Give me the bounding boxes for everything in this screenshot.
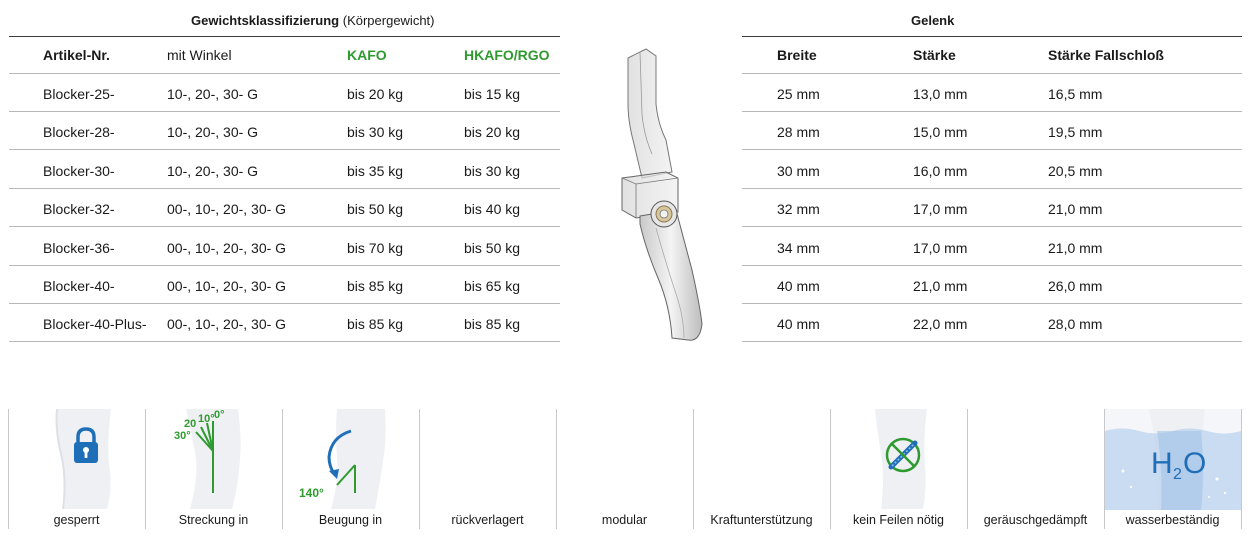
cell-kafo: bis 35 kg — [347, 163, 404, 179]
cell-angle: 00-, 10-, 20-, 30- G — [167, 316, 287, 332]
cell-width: 32 mm — [777, 201, 820, 217]
extension-angle-20: 20 — [184, 418, 197, 430]
cell-kafo: bis 20 kg — [347, 86, 404, 102]
header-drop-lock-thickness: Stärke Fallschloß — [1048, 47, 1164, 63]
icon-divider — [1241, 409, 1242, 529]
flexion-angle-label: 140° — [299, 486, 324, 500]
cell-hkafo: bis 15 kg — [464, 86, 521, 102]
cell-thickness: 17,0 mm — [913, 201, 968, 217]
cell-kafo: bis 85 kg — [347, 316, 404, 332]
cell-thickness: 21,0 mm — [913, 278, 968, 294]
cell-kafo: bis 30 kg — [347, 124, 404, 140]
table-rule — [9, 341, 560, 342]
extension-feature-icon — [146, 409, 282, 509]
cell-angle: 10-, 20-, 30- G — [167, 86, 259, 102]
table-rule — [9, 303, 560, 304]
table-rule — [9, 265, 560, 266]
cell-hkafo: bis 20 kg — [464, 124, 521, 140]
icon-divider — [967, 409, 968, 529]
cell-drop-lock: 21,0 mm — [1048, 201, 1103, 217]
cell-hkafo: bis 85 kg — [464, 316, 521, 332]
feature-label: Streckung in — [178, 513, 249, 527]
table-rule — [9, 111, 560, 112]
extension-angle-10: 10° — [198, 413, 215, 425]
cell-article: Blocker-36- — [43, 240, 115, 256]
table-rule — [742, 341, 1242, 342]
extension-angle-0: 0° — [214, 409, 225, 421]
cell-hkafo: bis 40 kg — [464, 201, 521, 217]
water-resistant-feature-icon — [1105, 409, 1241, 510]
cell-kafo: bis 85 kg — [347, 278, 404, 294]
weight-classification-title: Gewichtsklassifizierung (Körpergewicht) — [191, 13, 435, 28]
cell-thickness: 16,0 mm — [913, 163, 968, 179]
water-formula-o: O — [1183, 447, 1207, 480]
header-kafo: KAFO — [347, 47, 387, 63]
cell-width: 25 mm — [777, 86, 820, 102]
no-filing-feature-icon — [831, 409, 967, 509]
table-rule — [9, 188, 560, 189]
cell-kafo: bis 50 kg — [347, 201, 404, 217]
feature-label: gesperrt — [53, 513, 100, 527]
cell-width: 40 mm — [777, 278, 820, 294]
table-rule — [9, 149, 560, 150]
cell-angle: 00-, 10-, 20-, 30- G — [167, 240, 287, 256]
cell-thickness: 15,0 mm — [913, 124, 968, 140]
feature-label: Kraftunterstützung — [710, 513, 813, 527]
cell-angle: 00-, 10-, 20-, 30- G — [167, 278, 287, 294]
feature-label: modular — [601, 513, 648, 527]
cell-hkafo: bis 65 kg — [464, 278, 521, 294]
header-hkafo-rgo: HKAFO/RGO — [464, 47, 550, 63]
feature-label: geräuschgedämpft — [983, 513, 1088, 527]
feature-label: kein Feilen nötig — [852, 513, 945, 527]
table-rule — [742, 303, 1242, 304]
cell-drop-lock: 28,0 mm — [1048, 316, 1103, 332]
cell-angle: 10-, 20-, 30- G — [167, 124, 259, 140]
water-formula-h: H — [1151, 447, 1173, 480]
cell-angle: 00-, 10-, 20-, 30- G — [167, 201, 287, 217]
icon-divider — [556, 409, 557, 529]
cell-article: Blocker-32- — [43, 201, 115, 217]
table-rule — [742, 111, 1242, 112]
cell-article: Blocker-40- — [43, 278, 115, 294]
extension-angle-30: 30° — [174, 430, 191, 442]
cell-thickness: 17,0 mm — [913, 240, 968, 256]
cell-thickness: 22,0 mm — [913, 316, 968, 332]
joint-section-title: Gelenk — [911, 13, 955, 28]
water-formula-subscript: 2 — [1173, 466, 1182, 483]
header-with-angle: mit Winkel — [167, 47, 232, 63]
cell-drop-lock: 16,5 mm — [1048, 86, 1103, 102]
cell-article: Blocker-28- — [43, 124, 115, 140]
cell-width: 30 mm — [777, 163, 820, 179]
table-rule — [742, 188, 1242, 189]
cell-drop-lock: 19,5 mm — [1048, 124, 1103, 140]
cell-kafo: bis 70 kg — [347, 240, 404, 256]
cell-drop-lock: 20,5 mm — [1048, 163, 1103, 179]
cell-width: 28 mm — [777, 124, 820, 140]
cell-hkafo: bis 30 kg — [464, 163, 521, 179]
table-rule — [742, 226, 1242, 227]
header-article-no: Artikel-Nr. — [43, 47, 110, 63]
cell-width: 34 mm — [777, 240, 820, 256]
locked-feature-icon — [9, 409, 145, 509]
cell-width: 40 mm — [777, 316, 820, 332]
cell-hkafo: bis 50 kg — [464, 240, 521, 256]
cell-article: Blocker-25- — [43, 86, 115, 102]
table-rule — [9, 226, 560, 227]
cell-article: Blocker-40-Plus- — [43, 316, 147, 332]
header-width: Breite — [777, 47, 817, 63]
header-thickness: Stärke — [913, 47, 956, 63]
flexion-feature-icon — [283, 409, 419, 509]
table-rule — [9, 73, 560, 74]
table-top-rule — [742, 36, 1242, 37]
icon-divider — [419, 409, 420, 529]
cell-thickness: 13,0 mm — [913, 86, 968, 102]
table-rule — [742, 265, 1242, 266]
cell-article: Blocker-30- — [43, 163, 115, 179]
table-top-rule — [9, 36, 560, 37]
cell-drop-lock: 26,0 mm — [1048, 278, 1103, 294]
feature-label: wasserbeständig — [1125, 513, 1220, 527]
table-rule — [742, 149, 1242, 150]
blocker-joint-image — [600, 44, 720, 349]
table-rule — [742, 73, 1242, 74]
feature-label: Beugung in — [318, 513, 383, 527]
cell-drop-lock: 21,0 mm — [1048, 240, 1103, 256]
icon-divider — [693, 409, 694, 529]
feature-label: rückverlagert — [451, 513, 524, 527]
cell-angle: 10-, 20-, 30- G — [167, 163, 259, 179]
